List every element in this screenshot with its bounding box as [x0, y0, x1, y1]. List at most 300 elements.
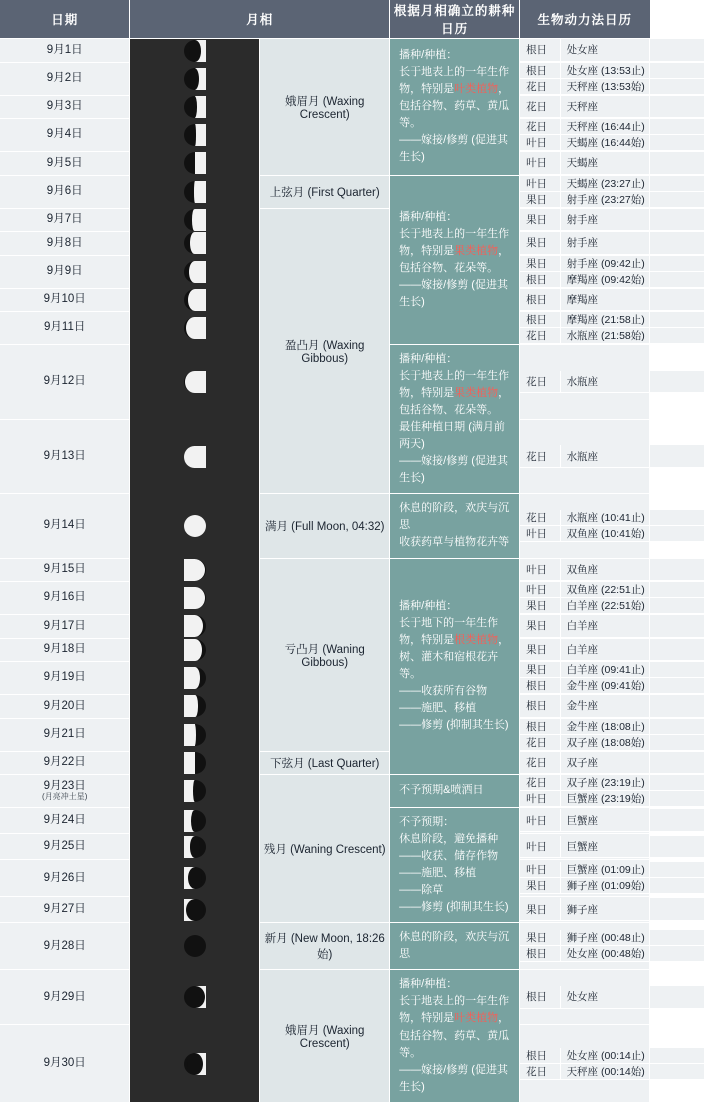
phase-label-cell: 满月 (Full Moon, 04:32) — [260, 494, 390, 558]
farming-line: 不予预期&喷洒日 — [399, 784, 484, 797]
moon-phase-icon — [184, 1053, 206, 1075]
date-cell — [0, 638, 130, 662]
table-row — [0, 208, 650, 232]
moon-image-cell — [130, 662, 260, 695]
moon-image-cell — [130, 39, 260, 63]
farming-line: ——除草 — [399, 884, 444, 897]
biodynamic-row — [520, 209, 704, 231]
biodynamic-row — [520, 695, 704, 717]
moon-phase-icon — [184, 867, 206, 889]
biodynamic-row — [520, 930, 704, 946]
moon-image-cell — [130, 638, 260, 662]
biodynamic-zodiac-sign: 狮子座 (00:48止) — [560, 930, 704, 946]
moon-image-cell — [130, 897, 260, 923]
farming-line: 播种/种植： — [399, 353, 458, 365]
moon-phase-icon — [184, 899, 206, 921]
biodynamic-row — [520, 598, 704, 614]
farming-line: ——嫁接/修剪 (促进其生长) — [399, 455, 508, 485]
date-label: 9月15日 — [43, 563, 86, 576]
farming-line: 长于地表上的一年生作物，特别是果类植物， — [399, 370, 510, 400]
biodynamic-row — [520, 39, 704, 61]
date-label: 9月16日 — [43, 591, 86, 604]
column-header-biodynamic: 生物动力法日历 — [520, 0, 650, 39]
biodynamic-element: 叶日 — [520, 559, 560, 581]
moon-phase-icon — [184, 68, 206, 90]
biodynamic-row — [520, 836, 704, 858]
biodynamic-subtable — [520, 719, 705, 751]
date-cell — [0, 255, 130, 288]
biodynamic-subtable — [520, 1048, 705, 1080]
moon-phase-icon — [184, 261, 206, 283]
biodynamic-element: 果日 — [520, 232, 560, 254]
biodynamic-row — [520, 328, 704, 344]
farming-line: 包括谷物、药草、黄瓜等。 — [399, 100, 510, 130]
biodynamic-cell — [520, 419, 650, 494]
biodynamic-element: 花日 — [520, 119, 560, 135]
farming-line: 播种/种植： — [399, 600, 458, 613]
moon-phase-icon — [184, 780, 206, 802]
biodynamic-row — [520, 615, 704, 637]
highlighted-plant-type: 果类植物 — [454, 244, 499, 257]
biodynamic-zodiac-sign: 白羊座 — [560, 639, 704, 661]
date-cell — [0, 419, 130, 494]
biodynamic-cell — [520, 923, 650, 970]
biodynamic-row — [520, 734, 704, 750]
biodynamic-zodiac-sign: 双鱼座 (10:41始) — [560, 525, 704, 541]
date-cell — [0, 923, 130, 970]
biodynamic-cell — [520, 312, 650, 345]
biodynamic-subtable — [520, 209, 705, 232]
moon-phase-icon — [184, 446, 206, 468]
farming-line: ——嫁接/修剪 (促进其生长) — [399, 278, 508, 308]
highlighted-plant-type: 果类植物 — [454, 387, 499, 400]
moon-image-cell — [130, 695, 260, 719]
biodynamic-element: 根日 — [520, 39, 560, 61]
biodynamic-element: 根日 — [520, 1048, 560, 1064]
date-label: 9月24日 — [43, 813, 86, 826]
biodynamic-subtable — [520, 96, 705, 119]
moon-phase-icon — [184, 667, 206, 689]
farming-line: 播种/种植： — [399, 49, 458, 62]
moon-image-cell — [130, 558, 260, 582]
farming-line: ——修剪 (抑制其生长) — [399, 901, 509, 914]
date-cell — [0, 834, 130, 860]
biodynamic-row — [520, 1048, 704, 1064]
moon-image-cell — [130, 288, 260, 312]
date-cell — [0, 718, 130, 751]
biodynamic-element: 果日 — [520, 191, 560, 207]
biodynamic-zodiac-sign: 处女座 (00:14止) — [560, 1048, 704, 1064]
biodynamic-row — [520, 232, 704, 254]
moon-image-cell — [130, 175, 260, 208]
biodynamic-cell — [520, 208, 650, 232]
moon-phase-icon — [184, 232, 206, 254]
farming-line: ——收获所有谷物 — [399, 685, 488, 698]
biodynamic-subtable — [520, 582, 705, 614]
date-label: 9月25日 — [43, 840, 86, 853]
farming-guidance-cell — [390, 970, 520, 1102]
biodynamic-subtable — [520, 836, 705, 859]
biodynamic-element: 花日 — [520, 78, 560, 94]
biodynamic-zodiac-sign: 金牛座 (09:41始) — [560, 678, 704, 694]
biodynamic-subtable — [520, 986, 705, 1009]
moon-image-cell — [130, 970, 260, 1025]
moon-phase-icon — [184, 752, 206, 774]
phase-label-cell: 残月 (Waning Crescent) — [260, 775, 390, 923]
biodynamic-zodiac-sign: 摩羯座 (21:58止) — [560, 312, 704, 328]
biodynamic-element: 花日 — [520, 752, 560, 774]
moon-phase-icon — [184, 152, 206, 174]
biodynamic-subtable — [520, 232, 705, 255]
moon-phase-icon — [184, 181, 206, 203]
moon-image-cell — [130, 615, 260, 639]
biodynamic-row — [520, 878, 704, 894]
column-header-date: 日期 — [0, 0, 130, 39]
date-label: 9月7日 — [46, 213, 83, 226]
farming-line: 不予预期： — [399, 816, 455, 829]
biodynamic-cell — [520, 695, 650, 719]
biodynamic-element: 叶日 — [520, 836, 560, 858]
biodynamic-zodiac-sign: 水瓶座 — [560, 371, 704, 393]
farming-line: 最佳种植日期 (满月前两天) — [399, 421, 505, 451]
moon-phase-icon — [184, 810, 206, 832]
biodynamic-zodiac-sign: 双鱼座 — [560, 559, 704, 581]
moon-image-cell — [130, 718, 260, 751]
biodynamic-subtable — [520, 445, 705, 468]
phase-label-cell: 下弦月 (Last Quarter) — [260, 751, 390, 775]
table-header-row — [0, 0, 650, 39]
biodynamic-subtable — [520, 39, 705, 62]
biodynamic-subtable — [520, 898, 705, 921]
biodynamic-zodiac-sign: 天秤座 (13:53始) — [560, 78, 704, 94]
moon-image-cell — [130, 62, 260, 95]
biodynamic-row — [520, 191, 704, 207]
moon-phase-icon — [184, 935, 206, 957]
moon-phase-icon — [184, 515, 206, 537]
biodynamic-cell — [520, 558, 650, 582]
moon-phase-icon — [184, 615, 206, 637]
moon-phase-icon — [184, 836, 206, 858]
moon-image-cell — [130, 775, 260, 808]
highlighted-plant-type: 根类植物 — [454, 634, 499, 647]
biodynamic-row — [520, 152, 704, 174]
moon-phase-icon — [184, 209, 206, 231]
date-label: 9月6日 — [46, 184, 83, 197]
biodynamic-zodiac-sign: 白羊座 (09:41止) — [560, 662, 704, 678]
date-label: 9月1日 — [46, 43, 83, 56]
biodynamic-element: 花日 — [520, 96, 560, 118]
date-label: 9月18日 — [43, 643, 86, 656]
highlighted-plant-type: 叶类植物 — [454, 1012, 499, 1025]
biodynamic-row — [520, 582, 704, 598]
biodynamic-zodiac-sign: 巨蟹座 (23:19始) — [560, 791, 704, 807]
biodynamic-zodiac-sign: 狮子座 (01:09始) — [560, 878, 704, 894]
biodynamic-element: 果日 — [520, 598, 560, 614]
biodynamic-cell — [520, 255, 650, 288]
moon-phase-icon — [184, 124, 206, 146]
biodynamic-cell — [520, 615, 650, 639]
table-row — [0, 175, 650, 208]
biodynamic-zodiac-sign: 金牛座 — [560, 695, 704, 717]
date-label: 9月13日 — [43, 449, 86, 462]
biodynamic-subtable — [520, 312, 705, 344]
farming-line: ——施肥、移植 — [399, 867, 477, 880]
farming-line: 包括谷物、花朵等。 — [399, 261, 499, 274]
biodynamic-subtable — [520, 639, 705, 662]
date-label: 9月30日 — [43, 1056, 86, 1069]
biodynamic-element: 叶日 — [520, 862, 560, 878]
biodynamic-row — [520, 256, 704, 272]
date-label: 9月3日 — [46, 100, 83, 113]
date-cell — [0, 662, 130, 695]
biodynamic-element: 果日 — [520, 639, 560, 661]
date-cell — [0, 119, 130, 152]
biodynamic-row — [520, 289, 704, 311]
date-label: 9月22日 — [43, 756, 86, 769]
date-cell — [0, 345, 130, 420]
farming-guidance-cell — [390, 39, 520, 176]
farming-line: 树、灌木和宿根花卉等。 — [399, 651, 499, 681]
biodynamic-element: 根日 — [520, 678, 560, 694]
biodynamic-element: 叶日 — [520, 582, 560, 598]
moon-image-cell — [130, 95, 260, 119]
highlighted-plant-type: 叶类植物 — [454, 83, 499, 96]
farming-line: 包括谷物、花朵等。 — [399, 404, 499, 417]
biodynamic-cell — [520, 152, 650, 176]
moon-image-cell — [130, 255, 260, 288]
table-row — [0, 970, 650, 1025]
biodynamic-zodiac-sign: 射手座 (09:42止) — [560, 256, 704, 272]
farming-guidance-cell — [390, 558, 520, 775]
farming-line: ——收获、储存作物 — [399, 850, 499, 863]
biodynamic-element: 根日 — [520, 946, 560, 962]
biodynamic-element: 花日 — [520, 510, 560, 526]
biodynamic-subtable — [520, 152, 705, 175]
biodynamic-element: 果日 — [520, 615, 560, 637]
farming-line: 播种/种植： — [399, 978, 458, 991]
farming-guidance-cell — [390, 175, 520, 345]
biodynamic-cell — [520, 638, 650, 662]
biodynamic-zodiac-sign: 处女座 — [560, 986, 704, 1008]
biodynamic-element: 果日 — [520, 256, 560, 272]
farming-guidance-cell — [390, 923, 520, 970]
biodynamic-element: 叶日 — [520, 152, 560, 174]
biodynamic-subtable — [520, 289, 705, 312]
biodynamic-subtable — [520, 615, 705, 638]
biodynamic-subtable — [520, 930, 705, 962]
farming-line: 休息的阶段，欢庆与沉思 — [399, 931, 510, 961]
biodynamic-zodiac-sign: 双子座 — [560, 752, 704, 774]
biodynamic-subtable — [520, 559, 705, 582]
biodynamic-cell — [520, 662, 650, 695]
date-label: 9月5日 — [46, 156, 83, 169]
biodynamic-element: 叶日 — [520, 135, 560, 151]
moon-phase-icon — [184, 559, 206, 581]
date-cell — [0, 95, 130, 119]
biodynamic-element: 花日 — [520, 1063, 560, 1079]
date-cell — [0, 152, 130, 176]
date-cell — [0, 970, 130, 1025]
biodynamic-element: 根日 — [520, 271, 560, 287]
biodynamic-row — [520, 559, 704, 581]
phase-label-cell: 娥眉月 (Waxing Crescent) — [260, 39, 390, 176]
biodynamic-element: 根日 — [520, 312, 560, 328]
moon-image-cell — [130, 582, 260, 615]
biodynamic-cell — [520, 970, 650, 1025]
biodynamic-zodiac-sign: 射手座 (23:27始) — [560, 191, 704, 207]
biodynamic-row — [520, 119, 704, 135]
biodynamic-row — [520, 775, 704, 791]
table-row — [0, 494, 650, 558]
biodynamic-element: 根日 — [520, 63, 560, 79]
biodynamic-cell — [520, 288, 650, 312]
biodynamic-subtable — [520, 775, 705, 807]
biodynamic-zodiac-sign: 处女座 — [560, 39, 704, 61]
biodynamic-subtable — [520, 371, 705, 394]
biodynamic-subtable — [520, 862, 705, 894]
biodynamic-row — [520, 78, 704, 94]
date-label: 9月8日 — [46, 236, 83, 249]
moon-image-cell — [130, 208, 260, 232]
date-cell — [0, 808, 130, 834]
biodynamic-subtable — [520, 510, 705, 542]
biodynamic-row — [520, 312, 704, 328]
biodynamic-element: 果日 — [520, 930, 560, 946]
biodynamic-row — [520, 96, 704, 118]
biodynamic-cell — [520, 175, 650, 208]
farming-guidance-cell — [390, 775, 520, 808]
farming-line: 长于地表上的一年生作物，特别是果类植物， — [399, 227, 510, 257]
moon-image-cell — [130, 860, 260, 897]
moon-phase-icon — [184, 639, 206, 661]
moon-phase-icon — [184, 724, 206, 746]
biodynamic-element: 果日 — [520, 209, 560, 231]
biodynamic-cell — [520, 775, 650, 808]
biodynamic-zodiac-sign: 金牛座 (18:08止) — [560, 719, 704, 735]
biodynamic-row — [520, 63, 704, 79]
biodynamic-zodiac-sign: 巨蟹座 — [560, 809, 704, 831]
biodynamic-element: 果日 — [520, 898, 560, 920]
date-note: (月亮冲土星) — [42, 792, 88, 802]
biodynamic-subtable — [520, 695, 705, 718]
moon-phase-icon — [184, 587, 206, 609]
farming-line: ——施肥、移植 — [399, 702, 477, 715]
table-row — [0, 775, 650, 808]
date-label: 9月23日 — [43, 780, 86, 792]
farming-line: 休息阶段，避免播种 — [399, 833, 499, 846]
biodynamic-zodiac-sign: 巨蟹座 (01:09止) — [560, 862, 704, 878]
biodynamic-zodiac-sign: 天秤座 (16:44止) — [560, 119, 704, 135]
date-label: 9月26日 — [43, 871, 86, 884]
farming-line: 播种/种植： — [399, 210, 458, 223]
date-cell — [0, 1025, 130, 1102]
moon-image-cell — [130, 345, 260, 420]
biodynamic-zodiac-sign: 水瓶座 — [560, 445, 704, 467]
biodynamic-row — [520, 1063, 704, 1079]
date-cell — [0, 751, 130, 775]
biodynamic-row — [520, 946, 704, 962]
farming-guidance-cell — [390, 808, 520, 923]
biodynamic-row — [520, 510, 704, 526]
biodynamic-element: 根日 — [520, 289, 560, 311]
moon-image-cell — [130, 312, 260, 345]
biodynamic-row — [520, 719, 704, 735]
moon-phase-icon — [184, 371, 206, 393]
farming-line: 休息的阶段，欢庆与沉思 — [399, 502, 510, 532]
biodynamic-zodiac-sign: 白羊座 — [560, 615, 704, 637]
date-cell — [0, 695, 130, 719]
biodynamic-row — [520, 445, 704, 467]
biodynamic-cell — [520, 1025, 650, 1102]
calendar-body — [0, 39, 650, 1103]
date-label: 9月29日 — [43, 990, 86, 1003]
biodynamic-cell — [520, 860, 650, 897]
biodynamic-element: 果日 — [520, 878, 560, 894]
date-cell — [0, 582, 130, 615]
biodynamic-row — [520, 809, 704, 831]
date-cell — [0, 615, 130, 639]
date-label: 9月11日 — [44, 321, 86, 334]
biodynamic-subtable — [520, 63, 705, 95]
phase-label-cell: 盈凸月 (Waxing Gibbous) — [260, 208, 390, 494]
biodynamic-subtable — [520, 119, 705, 151]
moon-image-cell — [130, 808, 260, 834]
biodynamic-cell — [520, 345, 650, 420]
date-label: 9月14日 — [43, 519, 86, 532]
farming-line: 包括谷物、药草、黄瓜等。 — [399, 1029, 510, 1059]
biodynamic-cell — [520, 718, 650, 751]
moon-image-cell — [130, 419, 260, 494]
moon-phase-icon — [184, 317, 206, 339]
column-header-moon-phase: 月相 — [130, 0, 390, 39]
biodynamic-zodiac-sign: 射手座 — [560, 209, 704, 231]
biodynamic-cell — [520, 95, 650, 119]
date-label: 9月12日 — [43, 375, 86, 388]
moon-image-cell — [130, 751, 260, 775]
biodynamic-row — [520, 371, 704, 393]
biodynamic-zodiac-sign: 狮子座 — [560, 898, 704, 920]
biodynamic-element: 花日 — [520, 328, 560, 344]
date-label: 9月27日 — [43, 903, 86, 916]
date-label: 9月28日 — [43, 939, 86, 952]
moon-image-cell — [130, 119, 260, 152]
biodynamic-subtable — [520, 752, 705, 775]
biodynamic-row — [520, 525, 704, 541]
biodynamic-cell — [520, 808, 650, 834]
date-label: 9月10日 — [43, 293, 86, 306]
farming-line: ——嫁接/修剪 (促进其生长) — [399, 1063, 508, 1093]
biodynamic-element: 根日 — [520, 986, 560, 1008]
biodynamic-zodiac-sign: 水瓶座 (21:58始) — [560, 328, 704, 344]
date-cell — [0, 39, 130, 63]
date-cell — [0, 175, 130, 208]
biodynamic-zodiac-sign: 天蝎座 (16:44始) — [560, 135, 704, 151]
farming-line: 长于地表上的一年生作物，特别是叶类植物， — [399, 66, 510, 96]
biodynamic-element: 叶日 — [520, 791, 560, 807]
biodynamic-zodiac-sign: 天蝎座 — [560, 152, 704, 174]
biodynamic-zodiac-sign: 摩羯座 — [560, 289, 704, 311]
date-cell — [0, 558, 130, 582]
farming-line: ——嫁接/修剪 (促进其生长) — [399, 134, 508, 164]
biodynamic-cell — [520, 582, 650, 615]
biodynamic-zodiac-sign: 水瓶座 (10:41止) — [560, 510, 704, 526]
date-cell — [0, 208, 130, 232]
phase-label-cell: 亏凸月 (Waning Gibbous) — [260, 558, 390, 751]
biodynamic-cell — [520, 232, 650, 256]
moon-phase-icon — [184, 40, 206, 62]
biodynamic-zodiac-sign: 处女座 (00:48始) — [560, 946, 704, 962]
biodynamic-cell — [520, 62, 650, 95]
